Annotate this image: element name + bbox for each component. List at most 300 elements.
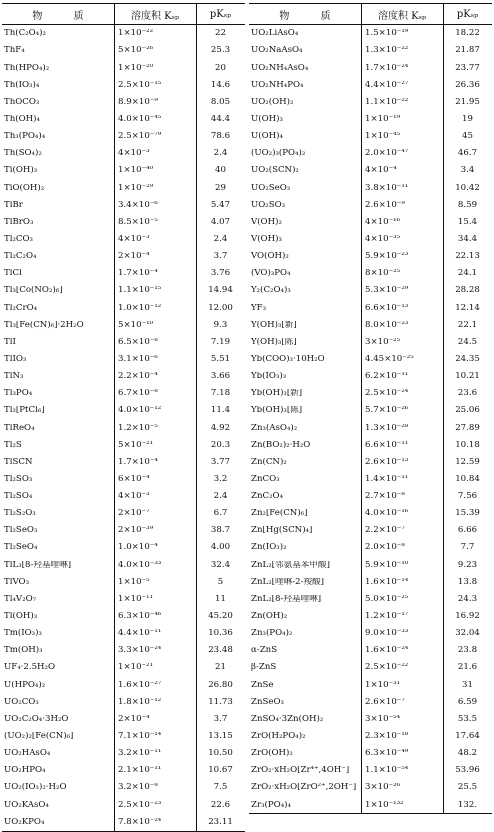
- cell-pksp: 22.6: [210, 800, 231, 810]
- cell-pksp: 14.94: [208, 286, 233, 295]
- cell-pksp: 22.13: [455, 252, 480, 261]
- table-row: [2, 813, 245, 830]
- cell-ksp: 2.0×10⁻⁸: [365, 543, 405, 553]
- cell-pksp: 9.3: [213, 320, 228, 330]
- cell-pksp: 4.00: [210, 543, 231, 553]
- table-row: [249, 299, 492, 316]
- table-row: [249, 248, 492, 265]
- cell-substance: Tm(IO₃)₃: [4, 629, 42, 638]
- table-row: [2, 111, 245, 128]
- table-row: [249, 179, 492, 196]
- table-body: [2, 25, 245, 831]
- cell-pksp: 4.07: [210, 217, 231, 227]
- table-row: [2, 745, 245, 762]
- cell-substance: Tl₃PO₄: [4, 389, 33, 398]
- cell-pksp: 3.77: [210, 457, 231, 467]
- cell-ksp: 4.45×10⁻²⁵: [365, 354, 414, 364]
- cell-ksp: 7.1×10⁻¹⁴: [118, 732, 162, 741]
- cell-ksp: 1×10⁻⁴⁵: [365, 132, 401, 141]
- cell-substance: UO₂NH₄AsO₄: [251, 63, 309, 73]
- table-row: [249, 94, 492, 111]
- cell-substance: ZrO₂·xH₂O[Zr⁴⁺,4OH⁻]: [251, 766, 350, 775]
- cell-ksp: 2×10⁻³⁹: [118, 526, 154, 535]
- table-row: [2, 42, 245, 59]
- cell-ksp: 1.0×10⁻⁴: [118, 543, 158, 553]
- cell-ksp: 3.2×10⁻⁸: [118, 783, 158, 793]
- cell-pksp: 9.23: [457, 560, 478, 570]
- cell-substance: ZnL₂[邻氨基苯甲酸]: [251, 560, 330, 570]
- cell-ksp: 9.0×10⁻³³: [365, 629, 409, 638]
- cell-pksp: 7.56: [457, 492, 478, 501]
- table-row: [2, 231, 245, 248]
- cell-ksp: 4.0×10⁻³³: [118, 560, 162, 570]
- cell-substance: Zn(OH)₂: [251, 612, 288, 621]
- table-row: [2, 454, 245, 471]
- cell-pksp: 20.3: [210, 440, 231, 450]
- cell-pksp: 5.47: [210, 200, 231, 210]
- cell-pksp: 2.4: [213, 149, 228, 158]
- table-row: [249, 454, 492, 471]
- cell-substance: Y₂(C₂O₄)₃: [251, 286, 291, 295]
- table-row: [249, 796, 492, 813]
- cell-substance: Tl₂[PtCl₆]: [4, 406, 45, 415]
- table-row: [249, 334, 492, 351]
- cell-pksp: 18.22: [455, 29, 480, 38]
- cell-substance: Y(OH)₃[陈]: [251, 337, 297, 347]
- table-row: [2, 248, 245, 265]
- cell-pksp: 5.51: [210, 354, 231, 364]
- table-row: [2, 539, 245, 556]
- cell-substance: UO₂KPO₄: [4, 817, 45, 827]
- table-row: [2, 334, 245, 351]
- cell-ksp: 6×10⁻⁴: [118, 474, 150, 484]
- cell-ksp: 2.1×10⁻¹¹: [118, 766, 162, 775]
- table-row: [249, 162, 492, 179]
- cell-ksp: 4×10⁻⁴: [365, 166, 397, 175]
- cell-pksp: 23.77: [455, 63, 480, 73]
- cell-ksp: 4.4×10⁻²⁷: [365, 80, 409, 90]
- cell-ksp: 1×10⁻⁵: [118, 577, 150, 587]
- cell-pksp: 16.92: [455, 612, 480, 621]
- table-row: [249, 265, 492, 282]
- cell-ksp: 1×10⁻¹¹: [118, 594, 154, 604]
- cell-pksp: 21.87: [455, 46, 480, 55]
- column-divider: [443, 4, 444, 813]
- cell-ksp: 3.4×10⁻⁶: [118, 200, 158, 210]
- cell-ksp: 5×10⁻¹⁰: [118, 320, 154, 330]
- cell-pksp: 26.80: [208, 680, 233, 690]
- cell-pksp: 3.76: [210, 269, 231, 278]
- cell-ksp: 5.3×10⁻²⁹: [365, 286, 409, 295]
- cell-substance: TlCl: [4, 269, 22, 278]
- cell-ksp: 2.5×10⁻²⁴: [365, 389, 409, 398]
- cell-substance: Zn[Hg(SCN)₄]: [251, 526, 313, 535]
- table-row: [249, 762, 492, 779]
- cell-pksp: 28.28: [455, 286, 480, 295]
- cell-ksp: 1.5×10⁻¹⁹: [365, 29, 409, 38]
- cell-ksp: 1×10⁻¹⁹: [365, 114, 401, 124]
- table-row: [2, 351, 245, 368]
- table-row: [249, 419, 492, 436]
- cell-substance: Yb(IO₃)₃: [251, 372, 287, 381]
- cell-substance: Zn(IO₃)₂: [251, 543, 287, 553]
- cell-ksp: 2.3×10⁻¹⁸: [365, 732, 409, 741]
- cell-substance: V(OH)₃: [251, 234, 282, 244]
- cell-pksp: 45.20: [208, 612, 233, 621]
- table-row: [249, 625, 492, 642]
- cell-substance: UO₂NH₄PO₄: [251, 80, 304, 90]
- cell-pksp: 23.8: [457, 646, 478, 655]
- table-row: [249, 316, 492, 333]
- cell-substance: Tl₂SO₃: [4, 474, 33, 484]
- cell-pksp: 34.4: [457, 234, 478, 244]
- cell-substance: Y(OH)₃[新]: [251, 320, 297, 330]
- header-pksp: pKₛₚ: [456, 8, 479, 20]
- cell-pksp: 15.39: [455, 509, 480, 518]
- cell-ksp: 4.0×10⁻⁴⁵: [118, 114, 162, 124]
- table-row: [2, 145, 245, 162]
- cell-substance: Zn₃(PO₄)₂: [251, 629, 293, 638]
- cell-pksp: 32.04: [455, 629, 480, 638]
- table-row: [249, 591, 492, 608]
- cell-substance: Tl₂CrO₄: [4, 303, 38, 313]
- cell-substance: Tl₃[Co(NO₂)₆]: [4, 286, 63, 295]
- cell-substance: UO₂SO₃: [251, 200, 286, 210]
- table-row: [2, 436, 245, 453]
- cell-substance: Th₃(PO₄)₄: [4, 132, 46, 141]
- cell-ksp: 5×10⁻²⁶: [118, 46, 154, 55]
- cell-substance: (UO₂)₃(PO₄)₂: [251, 149, 306, 158]
- table-row: [2, 574, 245, 591]
- cell-pksp: 21: [215, 663, 226, 673]
- cell-ksp: 3.2×10⁻¹¹: [118, 749, 162, 758]
- cell-ksp: 8×10⁻²⁵: [365, 269, 401, 278]
- header-pksp: pKₛₚ: [209, 8, 232, 20]
- cell-substance: TlIO₃: [4, 354, 27, 364]
- table-row: [249, 42, 492, 59]
- cell-substance: VO(OH)₂: [251, 252, 289, 261]
- cell-pksp: 7.19: [210, 337, 231, 347]
- cell-pksp: 11.4: [210, 406, 231, 415]
- column-divider: [114, 4, 115, 831]
- header-substance: 物 质: [279, 10, 345, 22]
- cell-substance: Zn₃(AsO₄)₂: [251, 423, 298, 433]
- cell-pksp: 24.5: [457, 337, 478, 347]
- cell-substance: Th(HPO₄)₂: [4, 63, 50, 73]
- cell-ksp: 2.2×10⁻⁴: [118, 372, 158, 381]
- cell-pksp: 32.4: [210, 560, 231, 570]
- cell-substance: Zn(CN)₂: [251, 457, 287, 467]
- cell-pksp: 2.4: [213, 234, 228, 244]
- cell-substance: Tl(OH)₃: [4, 612, 38, 621]
- cell-substance: UO₂(OH)₂: [251, 97, 294, 107]
- cell-ksp: 4×10⁻³: [118, 149, 150, 158]
- cell-ksp: 4×10⁻³: [118, 492, 150, 501]
- cell-ksp: 3.8×10⁻¹¹: [365, 183, 409, 193]
- table-row: [249, 59, 492, 76]
- cell-pksp: 27.89: [455, 423, 480, 433]
- cell-ksp: 1×10⁻²⁰: [118, 63, 154, 73]
- cell-substance: Tl₂C₂O₄: [4, 252, 37, 261]
- cell-pksp: 24.3: [457, 594, 478, 604]
- cell-ksp: 1.3×10⁻²²: [365, 46, 409, 55]
- cell-substance: β-ZnS: [251, 663, 277, 673]
- table-row: [2, 196, 245, 213]
- cell-substance: Zn₂[Fe(CN)₆]: [251, 509, 308, 518]
- cell-substance: Tl₂SeO₃: [4, 526, 38, 535]
- cell-substance: ZnSO₄·3Zn(OH)₂: [251, 714, 324, 724]
- cell-ksp: 1.7×10⁻²⁴: [365, 63, 409, 73]
- cell-ksp: 1.1×10⁻¹⁵: [118, 286, 162, 295]
- cell-pksp: 17.64: [455, 732, 480, 741]
- cell-ksp: 1.7×10⁻⁴: [118, 457, 158, 467]
- cell-substance: ZnL₂[8-羟基喹啉]: [251, 594, 322, 604]
- cell-pksp: 23.11: [208, 817, 233, 827]
- cell-pksp: 26.36: [455, 80, 480, 90]
- cell-substance: (VO)₃PO₄: [251, 269, 291, 278]
- cell-ksp: 2.2×10⁻⁷: [365, 526, 405, 535]
- cell-pksp: 24.1: [457, 269, 478, 278]
- cell-pksp: 38.7: [210, 526, 231, 535]
- table-row: [2, 591, 245, 608]
- cell-substance: UF₄·2.5H₂O: [4, 663, 56, 673]
- table-row: [2, 659, 245, 676]
- cell-ksp: 1.1×10⁻²²: [365, 97, 409, 107]
- table-header: [249, 4, 492, 25]
- cell-ksp: 6.2×10⁻¹¹: [365, 372, 409, 381]
- cell-substance: UO₂HPO₄: [4, 766, 46, 775]
- cell-ksp: 1.7×10⁻⁴: [118, 269, 158, 278]
- cell-pksp: 3.66: [210, 372, 231, 381]
- cell-pksp: 23.6: [457, 389, 478, 398]
- cell-ksp: 3.1×10⁻⁶: [118, 354, 158, 364]
- cell-ksp: 6.7×10⁻⁸: [118, 389, 158, 398]
- cell-substance: U(OH)₄: [251, 132, 283, 141]
- cell-ksp: 1.3×10⁻²⁸: [365, 423, 409, 433]
- table-row: [249, 574, 492, 591]
- cell-ksp: 6.6×10⁻¹¹: [365, 440, 409, 450]
- cell-ksp: 1.2×10⁻¹⁷: [365, 612, 409, 621]
- table-row: [249, 471, 492, 488]
- cell-substance: Tl₂S: [4, 440, 22, 450]
- table-row: [2, 214, 245, 231]
- table-row: [2, 488, 245, 505]
- cell-ksp: 4×10⁻³: [118, 234, 150, 244]
- cell-pksp: 48.2: [457, 749, 478, 758]
- cell-ksp: 2.7×10⁻⁸: [365, 492, 405, 501]
- table-row: [249, 436, 492, 453]
- cell-pksp: 12.14: [455, 303, 480, 313]
- cell-pksp: 6.66: [457, 526, 478, 535]
- table-row: [2, 625, 245, 642]
- table-row: [2, 693, 245, 710]
- table-row: [249, 111, 492, 128]
- table-row: [249, 282, 492, 299]
- cell-substance: TlReO₄: [4, 423, 35, 433]
- cell-substance: ZnCO₃: [251, 474, 280, 484]
- cell-ksp: 1×10⁻¹³²: [365, 800, 404, 810]
- cell-pksp: 25.5: [457, 783, 478, 793]
- table-row: [2, 94, 245, 111]
- cell-pksp: 40: [215, 166, 226, 175]
- cell-pksp: 13.15: [208, 732, 233, 741]
- cell-pksp: 7.7: [460, 543, 475, 553]
- table-row: [2, 762, 245, 779]
- cell-pksp: 4.92: [210, 423, 231, 433]
- cell-substance: ZnSe: [251, 680, 274, 690]
- cell-substance: UO₂SeO₃: [251, 183, 291, 193]
- cell-ksp: 1×10⁻²¹: [118, 663, 154, 673]
- column-divider: [361, 4, 362, 813]
- cell-pksp: 3.4: [460, 166, 475, 175]
- table-row: [249, 539, 492, 556]
- cell-substance: Tl₂SeO₄: [4, 543, 38, 553]
- cell-substance: Tl₄V₂O₇: [4, 594, 37, 604]
- cell-pksp: 10.18: [455, 440, 480, 450]
- cell-substance: Tl₂CO₃: [4, 234, 33, 244]
- table-row: [249, 676, 492, 693]
- cell-substance: Zr₃(PO₄)₄: [251, 800, 291, 810]
- cell-ksp: 1.6×10⁻²⁷: [118, 680, 162, 690]
- cell-pksp: 6.7: [213, 509, 228, 518]
- cell-substance: TlI: [4, 337, 16, 347]
- table-row: [249, 659, 492, 676]
- cell-pksp: 12.00: [208, 303, 233, 313]
- table-row: [2, 385, 245, 402]
- cell-substance: ZnC₂O₄: [251, 492, 284, 501]
- table-row: [249, 214, 492, 231]
- cell-pksp: 12.59: [455, 457, 480, 467]
- cell-ksp: 4.0×10⁻¹⁶: [365, 509, 409, 518]
- table-row: [2, 522, 245, 539]
- ksp-table-right: [249, 3, 492, 814]
- cell-substance: Th(C₂O₄)₂: [4, 29, 46, 38]
- table-row: [249, 711, 492, 728]
- cell-ksp: 6.3×10⁻⁴⁶: [118, 612, 162, 621]
- table-row: [2, 419, 245, 436]
- cell-ksp: 1×10⁻²⁹: [118, 183, 154, 193]
- table-row: [249, 642, 492, 659]
- cell-substance: UO₂CO₃: [4, 697, 39, 707]
- table-row: [2, 76, 245, 93]
- cell-pksp: 31: [462, 680, 473, 690]
- cell-substance: UO₂KAsO₄: [4, 800, 49, 810]
- table-row: [2, 265, 245, 282]
- cell-ksp: 3.3×10⁻²⁴: [118, 646, 162, 655]
- table-row: [249, 608, 492, 625]
- table-row: [2, 25, 245, 42]
- cell-ksp: 4×10⁻¹⁶: [365, 217, 401, 227]
- cell-pksp: 46.7: [457, 149, 478, 158]
- cell-ksp: 2.6×10⁻¹³: [365, 457, 409, 467]
- table-row: [249, 505, 492, 522]
- cell-substance: U(HPO₄)₂: [4, 680, 46, 690]
- cell-substance: UO₂(IO₃)₂·H₂O: [4, 783, 67, 793]
- cell-ksp: 2×10⁻⁴: [118, 714, 150, 724]
- cell-pksp: 5: [217, 577, 224, 587]
- cell-ksp: 7.8×10⁻²⁴: [118, 817, 162, 827]
- cell-ksp: 1.4×10⁻¹¹: [365, 474, 409, 484]
- cell-substance: ThOCO₃: [4, 97, 40, 107]
- cell-ksp: 2.5×10⁻²³: [118, 800, 162, 810]
- table-row: [249, 728, 492, 745]
- cell-substance: Yb(COO)₃·10H₂O: [251, 354, 325, 364]
- cell-ksp: 8.5×10⁻⁵: [118, 217, 158, 227]
- cell-ksp: 5.0×10⁻²⁵: [365, 594, 409, 604]
- ksp-table-left: [2, 3, 245, 832]
- table-row: [249, 385, 492, 402]
- cell-substance: UO₂(SCN)₂: [251, 166, 299, 175]
- cell-pksp: 78.6: [210, 132, 231, 141]
- header-ksp: 溶度积 Kₛₚ: [377, 10, 427, 22]
- cell-substance: Th(IO₃)₄: [4, 80, 40, 90]
- cell-pksp: 2.4: [213, 492, 228, 501]
- table-row: [2, 162, 245, 179]
- cell-pksp: 44.4: [210, 114, 231, 124]
- table-row: [2, 505, 245, 522]
- table-body: [249, 25, 492, 813]
- cell-substance: TlBr: [4, 200, 23, 210]
- cell-ksp: 1.6×10⁻²⁴: [365, 646, 409, 655]
- cell-pksp: 53.96: [455, 766, 480, 775]
- cell-ksp: 3×10⁻²⁵: [365, 337, 401, 347]
- cell-pksp: 3.2: [213, 474, 228, 484]
- cell-pksp: 23.48: [208, 646, 233, 655]
- cell-substance: Zn(BO₂)₂·H₂O: [251, 440, 311, 450]
- cell-substance: UO₂LiAsO₄: [251, 29, 299, 38]
- table-row: [2, 676, 245, 693]
- cell-pksp: 25.3: [210, 46, 231, 55]
- cell-ksp: 8.0×10⁻²³: [365, 320, 409, 330]
- header-substance: 物 质: [32, 10, 98, 22]
- cell-pksp: 10.50: [208, 749, 233, 758]
- cell-pksp: 7.18: [210, 389, 231, 398]
- cell-ksp: 1.1×10⁻⁵⁴: [365, 766, 409, 775]
- cell-pksp: 20: [215, 63, 226, 73]
- cell-pksp: 21.6: [457, 663, 478, 673]
- cell-ksp: 5.7×10⁻²⁶: [365, 406, 409, 415]
- cell-substance: Tm(OH)₃: [4, 646, 43, 655]
- cell-pksp: 10.84: [455, 474, 480, 484]
- cell-substance: Th(OH)₄: [4, 114, 40, 124]
- cell-ksp: 4.0×10⁻¹²: [118, 406, 162, 415]
- table-row: [2, 59, 245, 76]
- table-row: [2, 128, 245, 145]
- cell-ksp: 1×10⁻²²: [118, 29, 154, 38]
- cell-pksp: 7.5: [213, 783, 228, 793]
- cell-ksp: 6.3×10⁻⁴⁹: [365, 749, 409, 758]
- cell-pksp: 21.95: [455, 97, 480, 107]
- cell-ksp: 5×10⁻²¹: [118, 440, 154, 450]
- cell-substance: (UO₂)₂[Fe(CN)₆]: [4, 732, 74, 741]
- cell-ksp: 6.5×10⁻⁸: [118, 337, 158, 347]
- cell-substance: U(OH)₃: [251, 114, 283, 124]
- cell-ksp: 1×10⁻⁴⁰: [118, 166, 154, 175]
- cell-substance: Tl₂SO₄: [4, 492, 33, 501]
- table-row: [249, 368, 492, 385]
- cell-substance: Tl₃[Fe(CN)₆]·2H₂O: [4, 320, 84, 330]
- table-row: [249, 196, 492, 213]
- cell-pksp: 24.35: [455, 354, 480, 364]
- cell-substance: UO₂C₂O₄·3H₂O: [4, 714, 69, 724]
- cell-pksp: 11: [215, 594, 226, 604]
- table-row: [249, 745, 492, 762]
- cell-substance: Tl₂S₂O₃: [4, 509, 36, 518]
- table-row: [2, 368, 245, 385]
- cell-ksp: 2×10⁻⁷: [118, 509, 150, 518]
- table-row: [2, 299, 245, 316]
- cell-pksp: 3.7: [213, 714, 228, 724]
